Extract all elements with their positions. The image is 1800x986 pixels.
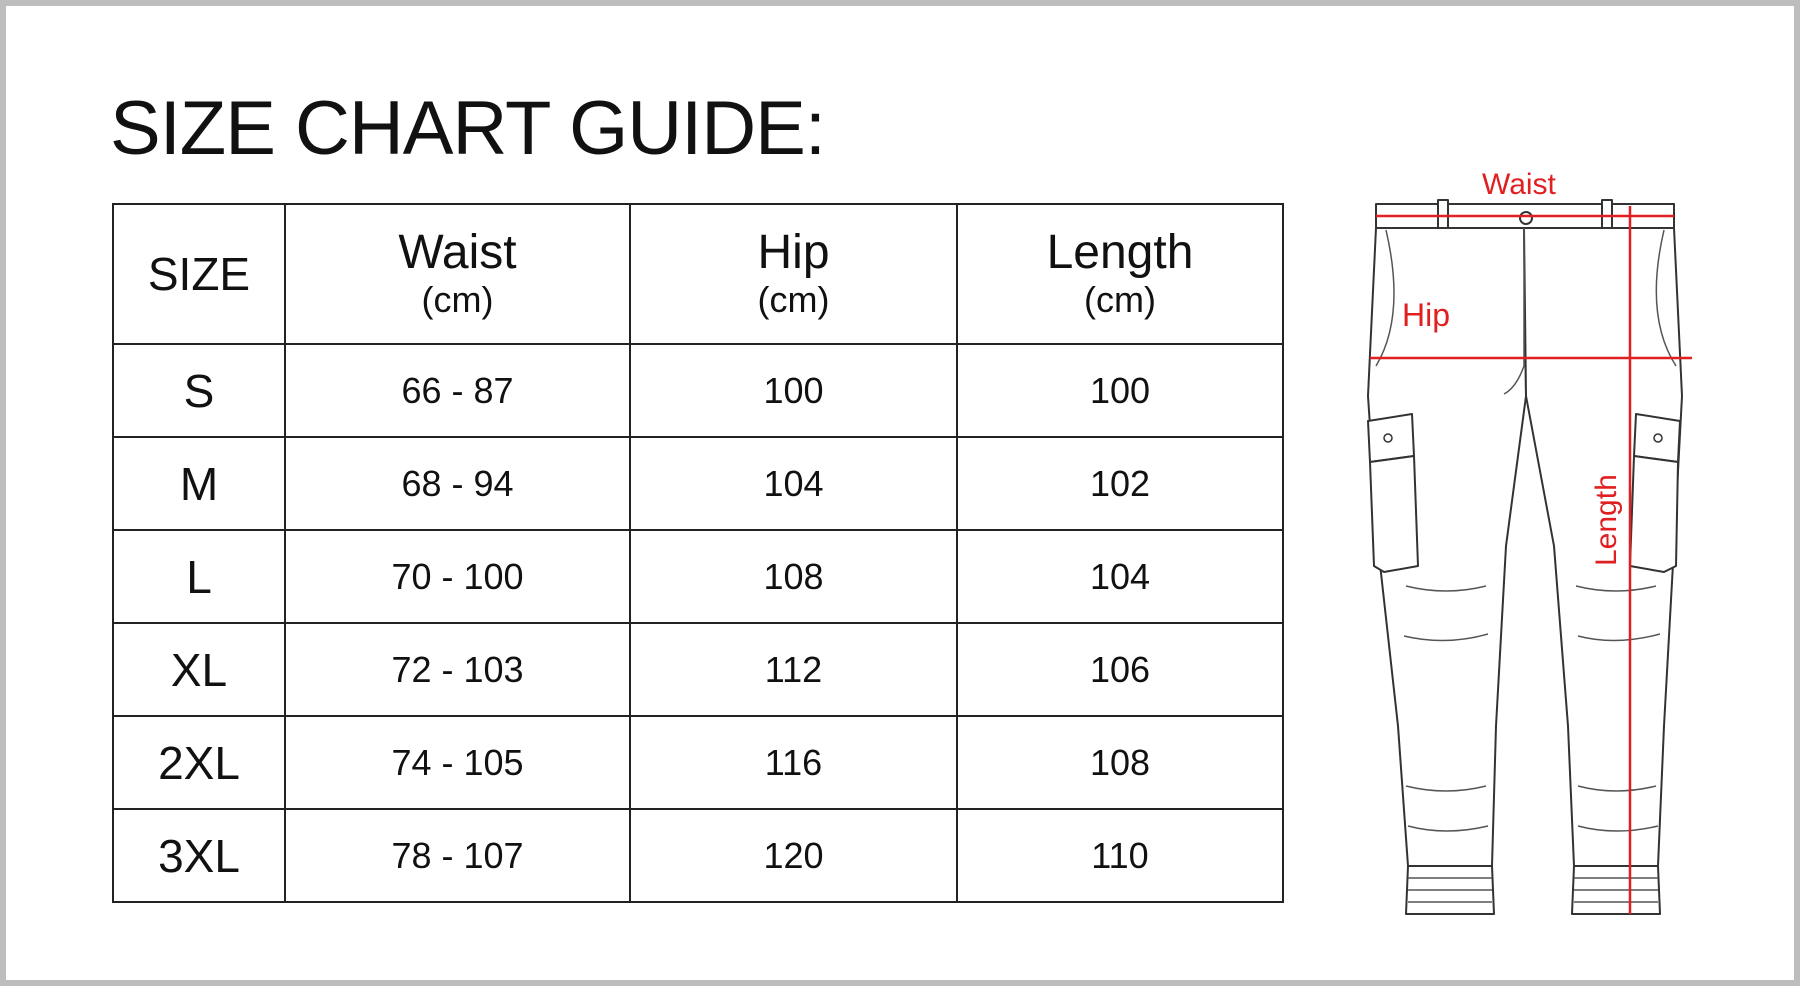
cell-length: 108 [957, 716, 1283, 809]
header-length [957, 204, 1283, 344]
length-label: Length [1590, 474, 1623, 566]
table-header-row [113, 204, 1283, 344]
header-length-label: Length [1046, 226, 1194, 279]
header-hip-label: Hip [757, 226, 830, 279]
pocket-button-icon [1654, 434, 1662, 442]
header-waist-unit: (cm) [421, 279, 494, 320]
waist-label: Waist [1482, 168, 1556, 201]
hip-label: Hip [1402, 297, 1451, 333]
pocket-button-icon [1384, 434, 1392, 442]
cell-waist: 66 - 87 [285, 344, 630, 437]
cell-length: 104 [957, 530, 1283, 623]
cell-size: L [113, 530, 285, 623]
left-cargo-pocket-icon [1370, 456, 1418, 572]
table-row [113, 623, 1283, 716]
cell-hip: 112 [630, 623, 957, 716]
cargo-pants-illustration-icon [1346, 166, 1726, 946]
cell-waist: 78 - 107 [285, 809, 630, 902]
cell-waist: 74 - 105 [285, 716, 630, 809]
header-waist-label: Waist [398, 226, 517, 279]
cell-hip: 100 [630, 344, 957, 437]
cell-hip: 104 [630, 437, 957, 530]
cell-waist: 70 - 100 [285, 530, 630, 623]
button-icon [1520, 212, 1532, 224]
cell-size: 2XL [113, 716, 285, 809]
page-title: SIZE CHART GUIDE: [110, 86, 825, 171]
cell-hip: 108 [630, 530, 957, 623]
cell-length: 102 [957, 437, 1283, 530]
size-chart-table [112, 203, 1284, 903]
cell-hip: 120 [630, 809, 957, 902]
cell-size: S [113, 344, 285, 437]
cell-waist: 72 - 103 [285, 623, 630, 716]
cell-waist: 68 - 94 [285, 437, 630, 530]
cell-length: 106 [957, 623, 1283, 716]
header-length-unit: (cm) [1084, 279, 1156, 320]
cell-size: XL [113, 623, 285, 716]
header-hip-unit: (cm) [757, 279, 830, 320]
table-row [113, 809, 1283, 902]
pants-diagram [1346, 166, 1726, 946]
header-waist [285, 204, 630, 344]
table-row [113, 716, 1283, 809]
cell-size: 3XL [113, 809, 285, 902]
cell-length: 110 [957, 809, 1283, 902]
cell-hip: 116 [630, 716, 957, 809]
table-row [113, 530, 1283, 623]
table-row [113, 344, 1283, 437]
right-cargo-pocket-icon [1630, 456, 1678, 572]
header-size [113, 204, 285, 344]
header-hip [630, 204, 957, 344]
cell-size: M [113, 437, 285, 530]
header-size-label: SIZE [147, 248, 251, 300]
table-row [113, 437, 1283, 530]
cell-length: 100 [957, 344, 1283, 437]
